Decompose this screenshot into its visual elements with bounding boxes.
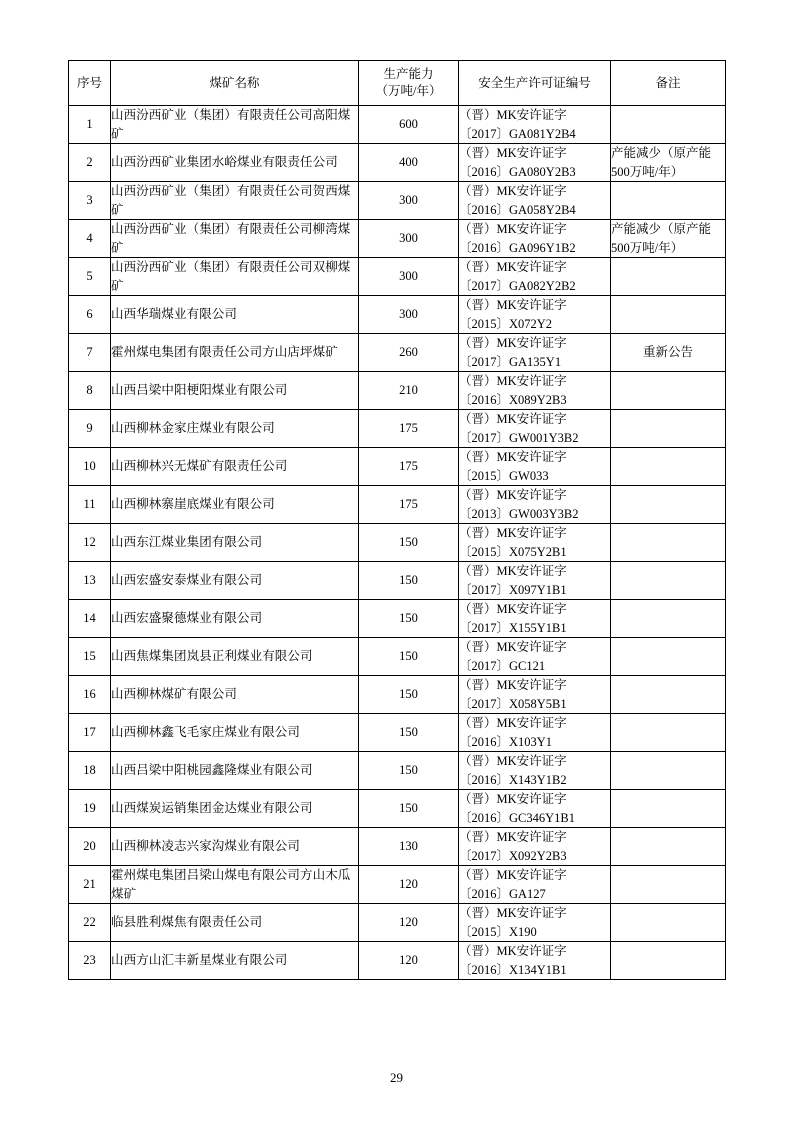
- cell-index: 12: [69, 524, 111, 562]
- cell-capacity: 150: [359, 676, 459, 714]
- cell-index: 3: [69, 182, 111, 220]
- table-row: [69, 904, 726, 942]
- cell-remark: [611, 866, 726, 904]
- cell-license: （晋）MK安许证字〔2017〕GA135Y1: [459, 334, 611, 372]
- cell-remark: [611, 182, 726, 220]
- cell-remark: [611, 448, 726, 486]
- cell-index: 7: [69, 334, 111, 372]
- cell-mine-name: 临县胜利煤焦有限责任公司: [111, 904, 359, 942]
- cell-index: 21: [69, 866, 111, 904]
- cell-index: 19: [69, 790, 111, 828]
- cell-remark: [611, 562, 726, 600]
- cell-capacity: 130: [359, 828, 459, 866]
- cell-license: （晋）MK安许证字〔2015〕X072Y2: [459, 296, 611, 334]
- cell-index: 20: [69, 828, 111, 866]
- cell-remark: [611, 410, 726, 448]
- column-header-index: 序号: [69, 61, 111, 106]
- cell-remark: [611, 676, 726, 714]
- cell-index: 5: [69, 258, 111, 296]
- cell-remark: [611, 638, 726, 676]
- cell-mine-name: 山西柳林煤矿有限公司: [111, 676, 359, 714]
- cell-license: （晋）MK安许证字〔2016〕X143Y1B2: [459, 752, 611, 790]
- table-row: [69, 182, 726, 220]
- table-row: [69, 258, 726, 296]
- cell-index: 14: [69, 600, 111, 638]
- cell-index: 10: [69, 448, 111, 486]
- cell-mine-name: 山西吕梁中阳桃园鑫隆煤业有限公司: [111, 752, 359, 790]
- cell-license: （晋）MK安许证字〔2015〕X075Y2B1: [459, 524, 611, 562]
- column-header-capacity: [359, 61, 459, 106]
- table-row: [69, 106, 726, 144]
- cell-remark: [611, 106, 726, 144]
- cell-remark: [611, 296, 726, 334]
- coal-mine-table: [68, 60, 726, 980]
- cell-capacity: 150: [359, 524, 459, 562]
- cell-remark: [611, 486, 726, 524]
- cell-remark: [611, 828, 726, 866]
- table-row: [69, 562, 726, 600]
- cell-remark: [611, 600, 726, 638]
- cell-capacity: 150: [359, 790, 459, 828]
- cell-mine-name: 山西焦煤集团岚县正利煤业有限公司: [111, 638, 359, 676]
- cell-capacity: 120: [359, 942, 459, 980]
- cell-mine-name: 山西煤炭运销集团金达煤业有限公司: [111, 790, 359, 828]
- column-header-capacity-line1: 生产能力: [383, 66, 434, 81]
- cell-mine-name: 山西柳林金家庄煤业有限公司: [111, 410, 359, 448]
- cell-capacity: 300: [359, 258, 459, 296]
- table-row: [69, 296, 726, 334]
- cell-remark: 重新公告: [611, 334, 726, 372]
- table-row: [69, 942, 726, 980]
- table-row: [69, 372, 726, 410]
- cell-license: （晋）MK安许证字〔2016〕GA096Y1B2: [459, 220, 611, 258]
- cell-index: 1: [69, 106, 111, 144]
- cell-remark: [611, 752, 726, 790]
- cell-license: （晋）MK安许证字〔2013〕GW003Y3B2: [459, 486, 611, 524]
- cell-license: （晋）MK安许证字〔2017〕GA081Y2B4: [459, 106, 611, 144]
- table-row: [69, 790, 726, 828]
- column-header-mine-name: 煤矿名称: [111, 61, 359, 106]
- cell-index: 16: [69, 676, 111, 714]
- cell-license: （晋）MK安许证字〔2017〕X058Y5B1: [459, 676, 611, 714]
- cell-remark: [611, 372, 726, 410]
- table-row: [69, 714, 726, 752]
- table-row: [69, 334, 726, 372]
- cell-remark: 产能减少（原产能500万吨/年）: [611, 220, 726, 258]
- cell-capacity: 300: [359, 182, 459, 220]
- cell-capacity: 150: [359, 600, 459, 638]
- table-row: [69, 638, 726, 676]
- cell-mine-name: 山西柳林寨崖底煤业有限公司: [111, 486, 359, 524]
- cell-index: 11: [69, 486, 111, 524]
- cell-mine-name: 山西柳林凌志兴家沟煤业有限公司: [111, 828, 359, 866]
- cell-index: 18: [69, 752, 111, 790]
- cell-mine-name: 山西汾西矿业集团水峪煤业有限责任公司: [111, 144, 359, 182]
- cell-license: （晋）MK安许证字〔2017〕GW001Y3B2: [459, 410, 611, 448]
- table-row: [69, 448, 726, 486]
- cell-license: （晋）MK安许证字〔2017〕X097Y1B1: [459, 562, 611, 600]
- cell-license: （晋）MK安许证字〔2017〕GC121: [459, 638, 611, 676]
- cell-license: （晋）MK安许证字〔2017〕GA082Y2B2: [459, 258, 611, 296]
- cell-mine-name: 山西柳林兴无煤矿有限责任公司: [111, 448, 359, 486]
- cell-mine-name: 霍州煤电集团有限责任公司方山店坪煤矿: [111, 334, 359, 372]
- cell-remark: [611, 904, 726, 942]
- cell-capacity: 260: [359, 334, 459, 372]
- cell-index: 9: [69, 410, 111, 448]
- table-body: [69, 106, 726, 980]
- cell-capacity: 175: [359, 486, 459, 524]
- cell-mine-name: 山西汾西矿业（集团）有限责任公司双柳煤矿: [111, 258, 359, 296]
- cell-license: （晋）MK安许证字〔2016〕GC346Y1B1: [459, 790, 611, 828]
- cell-index: 22: [69, 904, 111, 942]
- cell-capacity: 150: [359, 752, 459, 790]
- cell-capacity: 300: [359, 296, 459, 334]
- cell-remark: [611, 714, 726, 752]
- cell-mine-name: 山西汾西矿业（集团）有限责任公司高阳煤矿: [111, 106, 359, 144]
- cell-license: （晋）MK安许证字〔2017〕X092Y2B3: [459, 828, 611, 866]
- table-row: [69, 524, 726, 562]
- column-header-license-no: 安全生产许可证编号: [459, 61, 611, 106]
- cell-license: （晋）MK安许证字〔2016〕X134Y1B1: [459, 942, 611, 980]
- page-number: 29: [390, 1070, 403, 1085]
- cell-license: （晋）MK安许证字〔2016〕GA058Y2B4: [459, 182, 611, 220]
- cell-index: 2: [69, 144, 111, 182]
- table-row: [69, 220, 726, 258]
- cell-index: 17: [69, 714, 111, 752]
- cell-index: 15: [69, 638, 111, 676]
- cell-remark: [611, 258, 726, 296]
- cell-mine-name: 山西吕梁中阳梗阳煤业有限公司: [111, 372, 359, 410]
- column-header-capacity-line2: （万吨/年）: [375, 84, 442, 98]
- cell-index: 23: [69, 942, 111, 980]
- table-row: [69, 486, 726, 524]
- table-header-row: [69, 61, 726, 106]
- cell-index: 6: [69, 296, 111, 334]
- cell-capacity: 600: [359, 106, 459, 144]
- table-row: [69, 144, 726, 182]
- cell-license: （晋）MK安许证字〔2016〕X103Y1: [459, 714, 611, 752]
- cell-license: （晋）MK安许证字〔2016〕GA127: [459, 866, 611, 904]
- cell-index: 13: [69, 562, 111, 600]
- cell-mine-name: 山西方山汇丰新星煤业有限公司: [111, 942, 359, 980]
- cell-capacity: 175: [359, 448, 459, 486]
- cell-license: （晋）MK安许证字〔2017〕X155Y1B1: [459, 600, 611, 638]
- cell-mine-name: 山西宏盛聚德煤业有限公司: [111, 600, 359, 638]
- cell-mine-name: 山西柳林鑫飞毛家庄煤业有限公司: [111, 714, 359, 752]
- coal-mine-table-container: [68, 60, 725, 980]
- cell-capacity: 210: [359, 372, 459, 410]
- table-row: [69, 600, 726, 638]
- cell-mine-name: 山西东江煤业集团有限公司: [111, 524, 359, 562]
- cell-capacity: 400: [359, 144, 459, 182]
- cell-remark: [611, 790, 726, 828]
- cell-index: 8: [69, 372, 111, 410]
- cell-license: （晋）MK安许证字〔2015〕X190: [459, 904, 611, 942]
- cell-index: 4: [69, 220, 111, 258]
- cell-mine-name: 霍州煤电集团吕梁山煤电有限公司方山木瓜煤矿: [111, 866, 359, 904]
- table-row: [69, 752, 726, 790]
- cell-capacity: 120: [359, 866, 459, 904]
- column-header-remark: 备注: [611, 61, 726, 106]
- table-row: [69, 866, 726, 904]
- table-header: [69, 61, 726, 106]
- table-row: [69, 676, 726, 714]
- cell-capacity: 300: [359, 220, 459, 258]
- cell-capacity: 175: [359, 410, 459, 448]
- cell-mine-name: 山西宏盛安泰煤业有限公司: [111, 562, 359, 600]
- cell-capacity: 150: [359, 562, 459, 600]
- cell-mine-name: 山西汾西矿业（集团）有限责任公司柳湾煤矿: [111, 220, 359, 258]
- table-row: [69, 410, 726, 448]
- cell-mine-name: 山西汾西矿业（集团）有限责任公司贺西煤矿: [111, 182, 359, 220]
- cell-remark: [611, 524, 726, 562]
- cell-remark: 产能减少（原产能500万吨/年）: [611, 144, 726, 182]
- cell-capacity: 120: [359, 904, 459, 942]
- cell-license: （晋）MK安许证字〔2016〕GA080Y2B3: [459, 144, 611, 182]
- table-row: [69, 828, 726, 866]
- cell-remark: [611, 942, 726, 980]
- cell-capacity: 150: [359, 714, 459, 752]
- cell-mine-name: 山西华瑞煤业有限公司: [111, 296, 359, 334]
- cell-license: （晋）MK安许证字〔2015〕GW033: [459, 448, 611, 486]
- cell-capacity: 150: [359, 638, 459, 676]
- cell-license: （晋）MK安许证字〔2016〕X089Y2B3: [459, 372, 611, 410]
